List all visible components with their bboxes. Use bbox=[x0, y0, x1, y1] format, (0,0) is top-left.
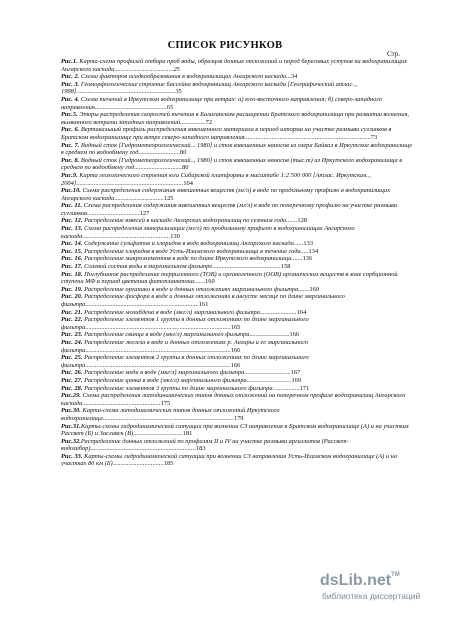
figure-caption: Вертикальный профиль распределения взвешенного материала в период шторма на участке размыва суглинков в Братском водохранилище при ветре северо-западного направления............................................................................... bbox=[61, 126, 392, 141]
figure-page-number: 166 bbox=[230, 361, 241, 369]
figure-page-number: 164 bbox=[296, 308, 307, 316]
figure-entry bbox=[61, 217, 413, 225]
figure-label: Рис. 20. bbox=[61, 293, 83, 301]
figure-entry bbox=[61, 255, 413, 263]
figure-entry bbox=[61, 385, 413, 393]
figure-entry bbox=[61, 423, 413, 438]
figure-label: Рис. 3. bbox=[61, 80, 80, 88]
figure-caption: Схема распределения минерализации (мг/л) по продольному профилю в водохранилищах Ангарского каскада....................................................... bbox=[61, 225, 355, 240]
figure-label: Рис. 16. bbox=[61, 255, 83, 263]
figure-caption: Распределение элементов 1 группы в донных отложениях по длине маргинального фильтра........................................................................................... bbox=[61, 316, 309, 331]
figure-caption: Распределение взвесей в каскаде Ангарских водохранилищ по сезонам года....... bbox=[82, 217, 298, 225]
figure-caption: Схема распределения содержания взвешенных веществ (мг/л) в воде по поперечному профилю на участке размыва суглинков................................. bbox=[61, 202, 398, 217]
figure-page-number: 80 bbox=[180, 149, 187, 157]
figure-label: Рис. 15. bbox=[61, 247, 83, 255]
figure-entry bbox=[61, 202, 413, 217]
figure-page-number: 160 bbox=[205, 278, 215, 286]
figure-label: Рис. 23. bbox=[61, 331, 83, 339]
figure-page-number: 130 bbox=[170, 232, 180, 240]
figure-entry bbox=[61, 339, 413, 354]
figure-caption: Схема распределения литодинамических типов донных отложений на поперечном профиле водохранилищ Ангарского каскада................................................. bbox=[61, 392, 406, 407]
figure-entry bbox=[61, 392, 413, 407]
figure-entry bbox=[61, 271, 413, 286]
figure-caption: Распределение свинца в воде (мкг/л) маргинального фильтра......................... bbox=[82, 331, 290, 339]
watermark-subtitle: библиотека диссертаций bbox=[322, 591, 421, 601]
figure-entry bbox=[61, 172, 413, 187]
figure-label: Рис. 4. bbox=[61, 95, 80, 103]
figure-list bbox=[61, 58, 413, 468]
figure-label: Рис. 7. bbox=[61, 141, 80, 149]
figure-label: Рис. 13. bbox=[61, 225, 83, 233]
figure-page-number: 34 bbox=[290, 73, 298, 81]
figure-page-number: 72 bbox=[205, 118, 213, 126]
page-column-header: Стр. bbox=[387, 50, 400, 58]
figure-page-number: 167 bbox=[290, 369, 301, 377]
figure-entry bbox=[61, 126, 413, 141]
figure-page-number: 104 bbox=[183, 179, 193, 187]
figure-caption: Эпюры распределения скоростей течения в Балаганском расширении Братского водохранилища при развитии волнения, вызванного ветрами западных направлений................ bbox=[61, 111, 410, 126]
figure-label: Рис.29. bbox=[61, 392, 81, 400]
figure-entry bbox=[61, 331, 413, 339]
figure-entry bbox=[61, 96, 413, 111]
figure-caption: Водный сток [Гидрометеорологический... 1980] и сток взвешенных наносов из озера Байкал в Иркутское водохранилище в среднем по водообмену год.......................... bbox=[61, 141, 413, 157]
figure-page-number: 73 bbox=[370, 133, 378, 141]
figure-label: Рис. 12. bbox=[61, 217, 83, 225]
figure-caption: Схема распределения содержания взвешенных веществ (мг/л) в воде по продольному профилю в водохранилищах Ангарского каскада............................... bbox=[61, 187, 391, 202]
watermark-logo: dsLib.net™ bbox=[320, 572, 400, 589]
figure-entry bbox=[61, 286, 413, 294]
page-title: СПИСОК РИСУНКОВ bbox=[167, 40, 283, 51]
figure-page-number: 80 bbox=[182, 164, 189, 172]
figure-entry bbox=[61, 438, 413, 453]
figure-entry bbox=[61, 111, 413, 126]
figure-label: Рис. 8. bbox=[61, 156, 80, 164]
figure-page-number: 65 bbox=[166, 103, 174, 111]
figure-label: Рис. 25. bbox=[61, 354, 83, 362]
figure-entry bbox=[61, 81, 413, 96]
figure-entry bbox=[61, 157, 413, 172]
figure-entry bbox=[61, 225, 413, 240]
figure-page-number: 181 bbox=[182, 430, 193, 438]
figure-label: Рис. 17. bbox=[61, 263, 83, 271]
figure-caption: Распределение органики в воде и донных отложениях маргинального фильтра....... bbox=[82, 285, 310, 293]
figure-caption: Распределение железа в воде и донных отложениях р. Ангары и ее маргинального фильтра........................................................................................... bbox=[61, 338, 308, 354]
figure-page-number: 127 bbox=[139, 209, 150, 217]
figure-caption: Карты-схемы гидродинамической ситуации при волнении СЗ направления в Братском водохранилище (А) и на участках Рассвет (Б) и Заславск (В)............................... bbox=[61, 422, 409, 438]
figure-label: Рис. 14. bbox=[61, 240, 83, 248]
figure-caption: Распределение цинка в воде (мкг/л) маргинального фильтра............................ bbox=[82, 376, 292, 384]
figure-page-number: 125 bbox=[163, 194, 174, 202]
figure-page-number: 136 bbox=[302, 255, 313, 263]
figure-entry bbox=[61, 453, 413, 468]
figure-caption: Карта-схема литодинамических типов донных отложений Иркутского водохранилища.................................................................................. bbox=[61, 407, 280, 422]
figure-caption: Солевой состав воды в маргинальном фильтре........................................... bbox=[82, 263, 281, 271]
figure-label: Рис.10. bbox=[61, 187, 81, 195]
figure-entry bbox=[61, 187, 413, 202]
figure-page-number: 165 bbox=[230, 323, 241, 331]
figure-label: Рис.32. bbox=[61, 437, 81, 445]
watermark bbox=[320, 572, 440, 606]
figure-entry bbox=[61, 58, 413, 73]
figure-page-number: 133 bbox=[303, 240, 314, 248]
figure-caption: Схема течений в Иркутском водохранилище при ветрах: а) юго-восточного направления; б) северо-западного направления............................................. bbox=[61, 95, 383, 111]
figure-page-number: 134 bbox=[308, 247, 319, 255]
figure-entry bbox=[61, 240, 413, 248]
figure-page-number: 161 bbox=[198, 301, 209, 308]
figure-page-number: 183 bbox=[195, 445, 206, 453]
figure-caption: Водный сток [Гидрометеорологический.., 1980] и сток взвешенных наносов (тыс.т) из Иркутского водохранилища в среднем по водообмену год.............................. bbox=[61, 156, 403, 172]
figure-caption: Карты-схемы гидродинамической ситуации при волнении СЗ направления Усть-Илимском водохранилище (А) и на участках 80 км (Б)................................ bbox=[61, 452, 398, 468]
figure-page-number: 185 bbox=[163, 460, 174, 468]
figure-label: Рис. 26. bbox=[61, 369, 83, 377]
figure-caption: Поглубинное распределение терригенного (ТОВ) и органогенного (ООВ) органических веществ в зоне сорбционной ступени МФ в период цветения фитопланктона....... bbox=[61, 270, 398, 286]
figure-entry bbox=[61, 293, 413, 308]
figure-entry bbox=[61, 316, 413, 331]
figure-page-number: 128 bbox=[297, 217, 307, 225]
figure-entry bbox=[61, 369, 413, 377]
figure-page-number: 171 bbox=[299, 384, 310, 392]
figure-label: Рис.5. bbox=[61, 111, 78, 119]
figure-entry bbox=[61, 354, 413, 369]
figure-caption: Распределение молибдена в воде (мкг/л) маргинального фильтра....................... bbox=[82, 308, 297, 316]
figure-label: Рис.31. bbox=[61, 422, 81, 430]
figure-page-number: 175 bbox=[160, 399, 171, 407]
figure-label: Рис. 11. bbox=[61, 202, 83, 210]
figure-caption: Карта-схема профилей отбора проб воды, образцов донных отложений и пород береговых уступов на водохранилищах Ангарского каскада.....................................25 bbox=[61, 58, 408, 73]
figure-caption: Распределение элементов 2 группы в донных отложениях по длине маргинального фильтра........................................................................................... bbox=[61, 354, 309, 369]
figure-caption: Распределение макроэлементов в воде по длине Иркутского водохранилища....... bbox=[82, 255, 303, 263]
figure-label: Рис. 6. bbox=[61, 126, 80, 134]
figure-label: Рис. 33. bbox=[61, 452, 83, 460]
figure-label: Рис. 27. bbox=[61, 376, 83, 384]
figure-label: Рис. 28. bbox=[61, 384, 83, 392]
figure-label: Рис.30. bbox=[61, 407, 81, 415]
figure-entry bbox=[61, 263, 413, 271]
figure-caption: Схема факторов осадкообразования в водохранилищах Ангарского каскада... bbox=[79, 73, 291, 81]
figure-caption: Распределение фосфора в воде и донных отложениях в августе месяце по длине маргинального фильтра....................................................................... bbox=[61, 293, 345, 308]
figure-page-number: 160 bbox=[309, 285, 320, 293]
figure-label: Рис. 22. bbox=[61, 316, 83, 324]
figure-entry bbox=[61, 248, 413, 256]
figure-entry bbox=[61, 309, 413, 317]
figure-label: Рис.9. bbox=[61, 171, 78, 179]
figure-label: Рис. 2. bbox=[61, 73, 80, 81]
figure-entry bbox=[61, 407, 413, 422]
figure-label: Рис. 19. bbox=[61, 285, 83, 293]
figure-label: Рис. 18. bbox=[61, 270, 83, 278]
figure-entry bbox=[61, 377, 413, 385]
figure-entry bbox=[61, 142, 413, 157]
figure-page-number: 166 bbox=[230, 346, 241, 354]
figure-label: Рис.1. bbox=[61, 58, 78, 65]
figure-page-number: 158 bbox=[280, 263, 291, 271]
figure-page-number: 166 bbox=[289, 331, 300, 339]
figure-caption: Распределение меди в воде (мкг/л) маргинального фильтра............................. bbox=[82, 369, 291, 377]
figure-label: Рис. 24. bbox=[61, 338, 83, 346]
figure-caption: Распределение хлоридов в воде Усть-Илимского водохранилища в течение года..... bbox=[82, 247, 309, 255]
figure-caption: Геоморфологические строение бассейна водохранилищ Ангарского каскада [Географический атлас.., 1998].............................................................. bbox=[61, 80, 358, 96]
figure-caption: Распределение донных отложений по профилям II и IV на участке размыва аргиллитов (Рассвет-водозабор).................................................................. bbox=[61, 437, 349, 453]
figure-caption: Содержание сульфатов и хлоридов в воде водохранилищ Ангарского каскада...... bbox=[82, 240, 304, 248]
figure-page-number: 169 bbox=[291, 376, 302, 384]
figure-page-number: 35 bbox=[175, 88, 182, 96]
figure-label: Рис. 21. bbox=[61, 308, 83, 316]
figure-page-number: 179 bbox=[233, 414, 244, 422]
figure-caption: Распределение элементов 3 группы по длине маргинального фильтра................. bbox=[82, 384, 300, 392]
figure-caption: Карта геологического строения юга Сибирской платформы в масштабе 1:2 500 000 [Атлас. Иркутская.., 2004]................................................................... bbox=[61, 171, 371, 187]
figure-entry bbox=[61, 73, 413, 81]
